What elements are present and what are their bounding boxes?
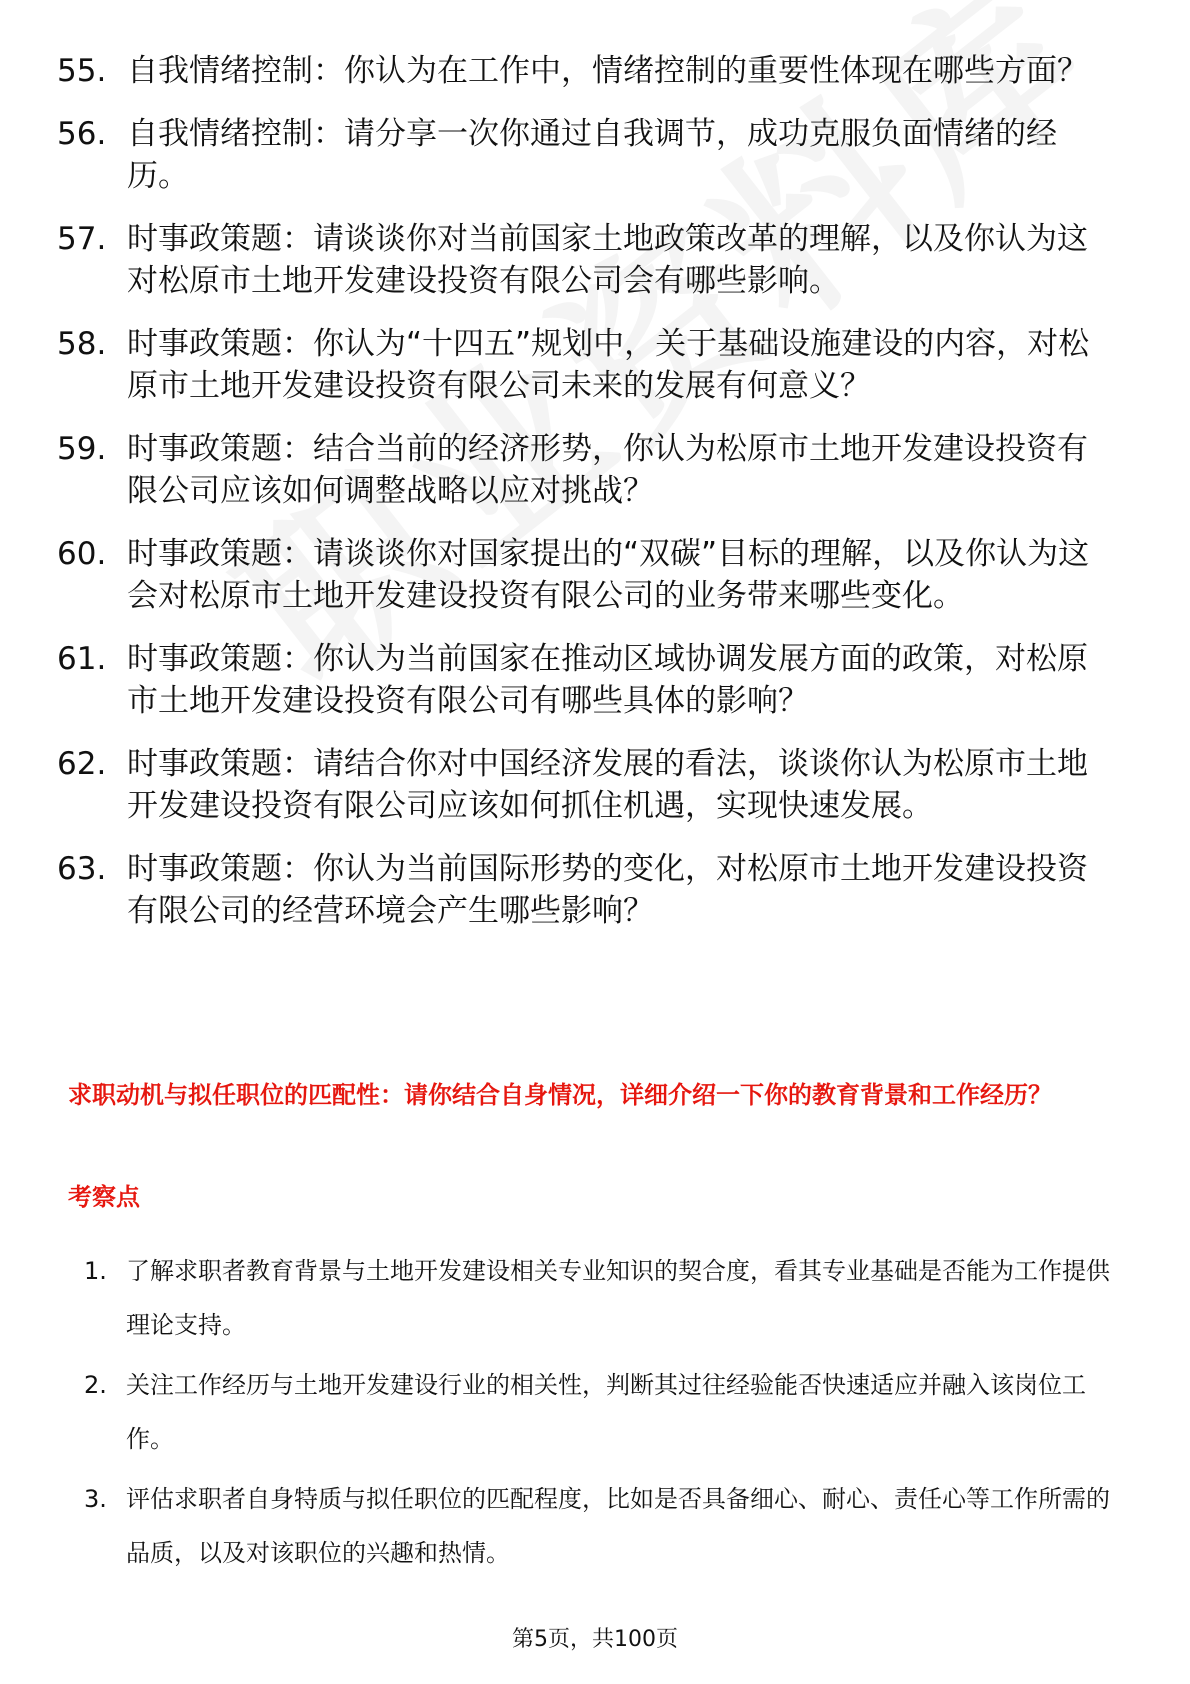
list-item [84, 1358, 1124, 1466]
list-item [57, 323, 1117, 407]
item-text: 时事政策题：结合当前的经济形势，你认为松原市土地开发建设投资有限公司应该如何调整战略以应对挑战？ [127, 431, 1088, 509]
section-title: 求职动机与拟任职位的匹配性：请你结合自身情况，详细介绍一下你的教育背景和工作经历？ [68, 1081, 1052, 1109]
list-item [57, 113, 1117, 197]
assessment-points-list [84, 1244, 1124, 1586]
item-number: 62. [57, 746, 107, 782]
list-item [57, 428, 1117, 512]
item-text: 了解求职者教育背景与土地开发建设相关专业知识的契合度，看其专业基础是否能为工作提供理论支持。 [126, 1257, 1110, 1339]
item-number: 57. [57, 221, 107, 257]
item-text: 关注工作经历与土地开发建设行业的相关性，判断其过往经验能否快速适应并融入该岗位工作。 [126, 1371, 1086, 1453]
item-number: 1. [84, 1257, 107, 1285]
list-item [57, 218, 1117, 302]
item-text: 自我情绪控制：你认为在工作中，情绪控制的重要性体现在哪些方面？ [127, 53, 1088, 89]
item-text: 时事政策题：你认为当前国际形势的变化，对松原市土地开发建设投资有限公司的经营环境会产生哪些影响？ [127, 851, 1088, 929]
list-item [57, 533, 1117, 617]
item-text: 自我情绪控制：请分享一次你通过自我调节，成功克服负面情绪的经历。 [127, 116, 1057, 194]
page-footer: 第5页，共100页 [512, 1627, 678, 1652]
list-item [57, 743, 1117, 827]
item-text: 评估求职者自身特质与拟任职位的匹配程度，比如是否具备细心、耐心、责任心等工作所需的品质，以及对该职位的兴趣和热情。 [126, 1485, 1110, 1567]
item-text: 时事政策题：你认为当前国家在推动区域协调发展方面的政策，对松原市土地开发建设投资有限公司有哪些具体的影响？ [127, 641, 1088, 719]
item-number: 55. [57, 53, 107, 89]
item-number: 56. [57, 116, 107, 152]
item-number: 59. [57, 431, 107, 467]
item-text: 时事政策题：请结合你对中国经济发展的看法，谈谈你认为松原市土地开发建设投资有限公司应该如何抓住机遇，实现快速发展。 [127, 746, 1088, 824]
item-text: 时事政策题：请谈谈你对当前国家土地政策改革的理解，以及你认为这对松原市土地开发建设投资有限公司会有哪些影响。 [127, 221, 1088, 299]
item-number: 3. [84, 1485, 107, 1513]
item-text: 时事政策题：请谈谈你对国家提出的“双碳”目标的理解，以及你认为这会对松原市土地开发建设投资有限公司的业务带来哪些变化。 [127, 536, 1090, 614]
list-item [57, 50, 1117, 92]
list-item [84, 1244, 1124, 1352]
item-number: 58. [57, 326, 107, 362]
item-number: 63. [57, 851, 107, 887]
question-list [57, 50, 1117, 953]
item-number: 2. [84, 1371, 107, 1399]
list-item [57, 848, 1117, 932]
item-number: 61. [57, 641, 107, 677]
list-item [57, 638, 1117, 722]
list-item [84, 1472, 1124, 1580]
item-text: 时事政策题：你认为“十四五”规划中，关于基础设施建设的内容，对松原市土地开发建设投资有限公司未来的发展有何意义？ [127, 326, 1090, 404]
item-number: 60. [57, 536, 107, 572]
points-label: 考察点 [68, 1183, 140, 1211]
